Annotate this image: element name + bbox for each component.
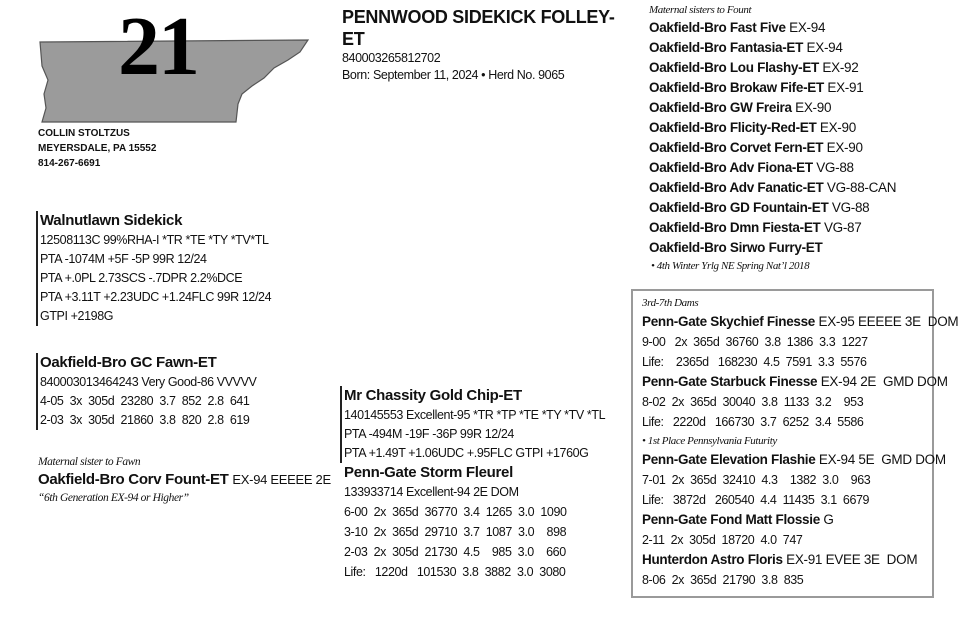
maternal-sister-item-grade: EX-92 bbox=[822, 60, 859, 75]
dam-entry-name-line bbox=[642, 372, 948, 392]
dams-3-7-box bbox=[631, 289, 959, 598]
maternal-sister-item-name: Oakfield-Bro Dmn Fiesta-ET bbox=[649, 220, 821, 235]
maternal-sister-item-grade: VG-88 bbox=[831, 200, 870, 215]
maternal-sister-item-name: Oakfield-Bro Sirwo Furry-ET bbox=[649, 240, 823, 255]
sire-line: 12508113C 99%RHA-I *TR *TE *TY *TV*TL bbox=[40, 233, 269, 247]
maternal-grandsire-line: PTA +1.49T +1.06UDC +.95FLC GTPI +1760G bbox=[344, 446, 589, 460]
dam-entry-name: Penn-Gate Starbuck Finesse bbox=[642, 374, 818, 389]
breeder-city: MEYERSDALE, PA 15552 bbox=[38, 143, 157, 154]
dam-entry-record: 2-11 2x 305d 18720 4.0 747 bbox=[642, 533, 803, 547]
dam-entry-name: Penn-Gate Elevation Flashie bbox=[642, 452, 816, 467]
granddam-line: 3-10 2x 365d 29710 3.7 1087 3.0 898 bbox=[344, 525, 567, 539]
maternal-sister-item-name: Oakfield-Bro Lou Flashy-ET bbox=[649, 60, 819, 75]
maternal-sisters-fount bbox=[649, 2, 896, 275]
animal-header bbox=[342, 6, 632, 84]
dams-list bbox=[642, 312, 959, 590]
dam-name: Oakfield-Bro GC Fawn-ET bbox=[40, 354, 217, 371]
maternal-sister-item-name: Oakfield-Bro Brokaw Fife-ET bbox=[649, 80, 824, 95]
maternal-sister-item bbox=[649, 78, 896, 98]
sire-line: PTA -1074M +5F -5P 99R 12/24 bbox=[40, 252, 207, 266]
maternal-sisters-caption: Maternal sisters to Fount bbox=[649, 4, 752, 16]
maternal-sister-item-name: Oakfield-Bro Fast Five bbox=[649, 20, 786, 35]
maternal-sister-item-grade: EX-91 bbox=[827, 80, 864, 95]
dam-entry-grade: EX-91 EVEE 3E DOM bbox=[786, 552, 918, 567]
maternal-sister-item-name: Oakfield-Bro Adv Fiona-ET bbox=[649, 160, 813, 175]
dam-entry-note: • 1st Place Pennsylvania Futurity bbox=[642, 435, 777, 447]
maternal-sister-item-grade: EX-90 bbox=[819, 120, 856, 135]
dam-line: 2-03 3x 305d 21860 3.8 820 2.8 619 bbox=[40, 413, 250, 427]
maternal-sister-item-grade: VG-87 bbox=[823, 220, 862, 235]
maternal-sister-item bbox=[649, 238, 896, 258]
dam-entry-grade: EX-95 EEEEE 3E DOM bbox=[818, 314, 959, 329]
granddam-line: 133933714 Excellent-94 2E DOM bbox=[344, 485, 519, 499]
maternal-sister-item-grade: VG-88-CAN bbox=[826, 180, 897, 195]
maternal-sister-item bbox=[649, 138, 896, 158]
dam-entry-grade: G bbox=[823, 512, 834, 527]
dam-entry-record: 9-00 2x 365d 36760 3.8 1386 3.3 1227 bbox=[642, 335, 868, 349]
granddam-line: 6-00 2x 365d 36770 3.4 1265 3.0 1090 bbox=[344, 505, 567, 519]
dam-entry-name-line bbox=[642, 450, 946, 470]
maternal-sister-grade: EX-94 EEEEE 2E bbox=[232, 472, 331, 487]
sire-name: Walnutlawn Sidekick bbox=[40, 212, 183, 229]
dam-block bbox=[36, 353, 256, 430]
maternal-sister-item bbox=[649, 118, 896, 138]
granddam-name: Penn-Gate Storm Fleurel bbox=[344, 464, 513, 481]
sire-line: PTA +3.11T +2.23UDC +1.24FLC 99R 12/24 bbox=[40, 290, 272, 304]
maternal-sisters-note: • 4th Winter Yrlg NE Spring Nat’l 2018 bbox=[651, 260, 810, 272]
maternal-sister-item bbox=[649, 198, 896, 218]
maternal-sister-caption: Maternal sister to Fawn bbox=[38, 456, 141, 468]
maternal-sister-item-grade: EX-90 bbox=[795, 100, 832, 115]
maternal-sister-item-grade: EX-94 bbox=[806, 40, 843, 55]
maternal-sister-item-name: Oakfield-Bro Corvet Fern-ET bbox=[649, 140, 824, 155]
dam-entry-record: Life: 2365d 168230 4.5 7591 3.3 5576 bbox=[642, 355, 867, 369]
granddam-line: 2-03 2x 305d 21730 4.5 985 3.0 660 bbox=[344, 545, 566, 559]
maternal-sister-item bbox=[649, 218, 896, 238]
animal-birth-herd: Born: September 11, 2024 • Herd No. 9065 bbox=[342, 68, 565, 82]
maternal-grandsire-line: PTA -494M -19F -36P 99R 12/24 bbox=[344, 427, 514, 441]
maternal-sister-item-name: Oakfield-Bro Adv Fanatic-ET bbox=[649, 180, 824, 195]
dam-entry-name-line bbox=[642, 312, 959, 332]
maternal-sister-item-name: Oakfield-Bro GD Fountain-ET bbox=[649, 200, 829, 215]
dams-box-caption: 3rd-7th Dams bbox=[642, 297, 699, 309]
breeder-phone: 814-267-6691 bbox=[38, 158, 101, 169]
dam-entry-grade: EX-94 5E GMD DOM bbox=[818, 452, 946, 467]
dam-entry-record: 7-01 2x 365d 32410 4.3 1382 3.0 963 bbox=[642, 473, 871, 487]
maternal-sister-note: “6th Generation EX-94 or Higher” bbox=[38, 492, 189, 504]
dam-entry-record: Life: 2220d 166730 3.7 6252 3.4 5586 bbox=[642, 415, 864, 429]
dam-line: 840003013464243 Very Good-86 VVVVV bbox=[40, 375, 257, 389]
maternal-sister-fawn bbox=[38, 455, 331, 506]
maternal-sister-item-name: Oakfield-Bro Flicity-Red-ET bbox=[649, 120, 817, 135]
dam-entry-name: Hunterdon Astro Floris bbox=[642, 552, 783, 567]
maternal-sister-item-grade: EX-94 bbox=[789, 20, 826, 35]
dam-entry-name: Penn-Gate Skychief Finesse bbox=[642, 314, 816, 329]
maternal-sister-item bbox=[649, 158, 896, 178]
maternal-sister-item bbox=[649, 38, 896, 58]
breeder-name: COLLIN STOLTZUS bbox=[38, 128, 130, 139]
dam-entry-name-line bbox=[642, 550, 932, 570]
dam-entry-record: 8-06 2x 365d 21790 3.8 835 bbox=[642, 573, 804, 587]
maternal-sister-item-name: Oakfield-Bro Fantasia-ET bbox=[649, 40, 804, 55]
sire-block bbox=[36, 211, 271, 326]
dam-entry-grade: EX-94 2E GMD DOM bbox=[820, 374, 948, 389]
dam-line: 4-05 3x 305d 23280 3.7 852 2.8 641 bbox=[40, 394, 250, 408]
sire-line: PTA +.0PL 2.73SCS -.7DPR 2.2%DCE bbox=[40, 271, 243, 285]
maternal-grandsire-line: 140145553 Excellent-95 *TR *TP *TE *TY *TV *TL bbox=[344, 408, 606, 422]
lot-number: 21 bbox=[118, 0, 198, 93]
maternal-sister-item bbox=[649, 98, 896, 118]
maternal-sister-name: Oakfield-Bro Corv Fount-ET bbox=[38, 471, 229, 488]
maternal-sister-item bbox=[649, 18, 896, 38]
animal-name: PENNWOOD SIDEKICK FOLLEY-ET bbox=[342, 7, 615, 49]
dam-entry-record: Life: 3872d 260540 4.4 11435 3.1 6679 bbox=[642, 493, 870, 507]
breeder-info bbox=[38, 126, 156, 171]
maternal-pedigree-block bbox=[340, 386, 605, 582]
animal-id: 840003265812702 bbox=[342, 51, 441, 65]
maternal-sister-item bbox=[649, 178, 896, 198]
dam-entry-name: Penn-Gate Fond Matt Flossie bbox=[642, 512, 820, 527]
maternal-sister-item-name: Oakfield-Bro GW Freira bbox=[649, 100, 792, 115]
maternal-sister-item-grade: EX-90 bbox=[826, 140, 863, 155]
maternal-sister-name-line bbox=[38, 470, 331, 490]
maternal-grandsire-name: Mr Chassity Gold Chip-ET bbox=[344, 387, 522, 404]
maternal-sister-item-grade: VG-88 bbox=[816, 160, 854, 175]
maternal-sister-item bbox=[649, 58, 896, 78]
dam-entry-record: 8-02 2x 365d 30040 3.8 1133 3.2 953 bbox=[642, 395, 864, 409]
maternal-sisters-list bbox=[649, 18, 896, 258]
sire-line: GTPI +2198G bbox=[40, 309, 114, 323]
dam-entry-name-line bbox=[642, 510, 932, 530]
granddam-line: Life: 1220d 101530 3.8 3882 3.0 3080 bbox=[344, 565, 566, 579]
